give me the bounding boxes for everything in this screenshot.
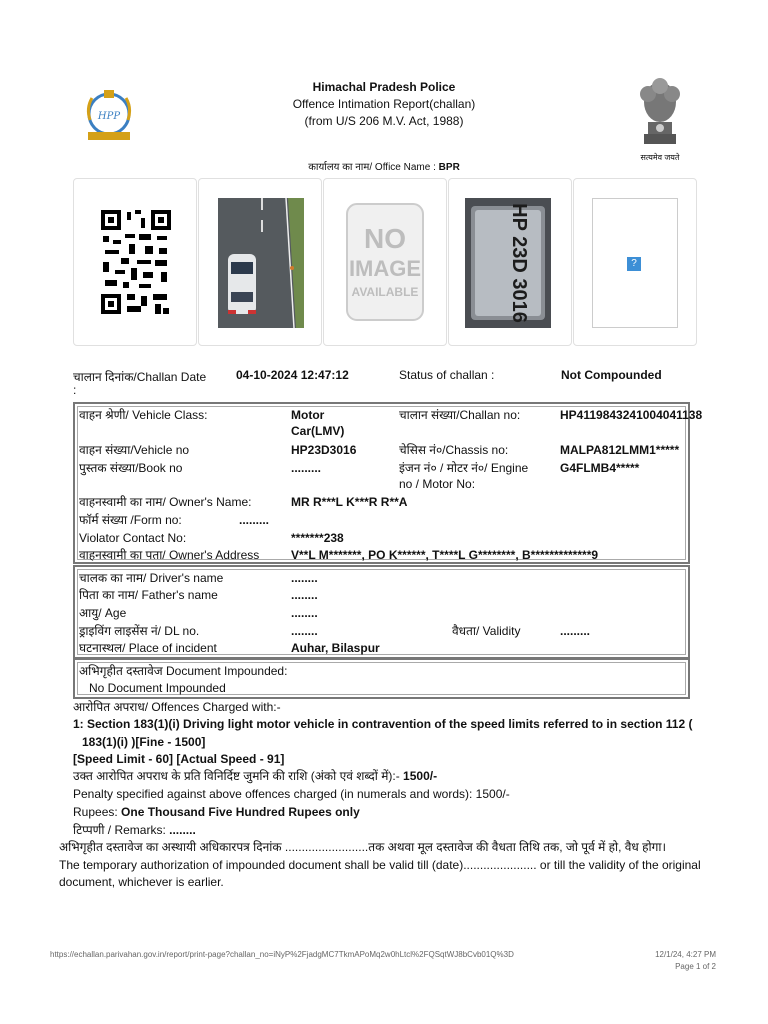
footer-url[interactable]: https://echallan.parivahan.gov.in/report/print-page?challan_no=iNyP%2FjadgMC7TkmAPoMq2w0hLtcl%2FQSqtWJ8bCvb01Q%3D (50, 950, 514, 959)
offences-label: आरोपित अपराध/ Offences Charged with:- (73, 700, 281, 714)
driver-name-label: चालक का नाम/ Driver's name (79, 571, 224, 585)
vehicle-class-value-1: Motor (291, 408, 325, 422)
number-plate-photo (465, 198, 551, 328)
challan-no-label: चालान संख्या/Challan no: (399, 408, 521, 422)
qr-code-box (73, 178, 197, 346)
office-name (0, 159, 768, 173)
fine-hindi-value: 1500/- (403, 769, 438, 783)
hindi-validity-note: अभिगृहीत दस्तावेज का अस्थायी अधिकारपत्र दिनांक .........................तक अथवा मूल दस्तावेज की वैधता तिथि तक, जो पूर्व में हो, वैध होगा। (59, 840, 667, 854)
plate-photo-box (448, 178, 572, 346)
offence-line-3: [Speed Limit - 60] [Actual Speed - 91] (73, 752, 285, 766)
office-label: कार्यालय का नाम/ Office Name : (308, 162, 436, 173)
form-no-label: फॉर्म संख्या /Form no: (79, 513, 182, 527)
owner-name-value: MR R***L K***R R**A (291, 495, 408, 509)
book-no-value: ......... (291, 461, 322, 475)
form-no-value: ......... (239, 513, 270, 527)
rupees-value: One Thousand Five Hundred Rupees only (121, 805, 360, 819)
svg-text:NO: NO (364, 223, 406, 254)
no-image-icon (345, 202, 425, 322)
remarks-value: ........ (169, 823, 196, 837)
report-title: Himachal Pradesh Police (312, 80, 456, 94)
challan-status-value: Not Compounded (561, 368, 662, 382)
validity-value: ......... (560, 624, 591, 638)
book-no-label: पुस्तक संख्या/Book no (79, 461, 183, 475)
penalty-line: Penalty specified against above offences charged (in numerals and words): 1500/- (73, 787, 510, 801)
challan-no-value: HP4119843241004041138 (560, 408, 703, 422)
national-emblem (626, 72, 694, 162)
svg-text:AVAILABLE: AVAILABLE (351, 285, 419, 299)
contact-no-label: Violator Contact No: (79, 531, 187, 545)
english-validity-note-2: document, whichever is earlier. (59, 875, 224, 889)
challan-date-label: चालान दिनांक/Challan Date (73, 370, 207, 384)
report-subtitle: Offence Intimation Report(challan) (292, 97, 476, 111)
owner-address-value: V**L M*******, PO K******, T****L G********, B*************9 (291, 548, 599, 562)
police-logo-text: HPP (97, 111, 121, 122)
engine-no-value: G4FLMB4***** (560, 461, 640, 475)
offence-line-2: 183(1)(i) )[Fine - 1500] (82, 735, 206, 749)
validity-label: वैधता/ Validity (452, 624, 521, 638)
remarks-row (73, 822, 196, 839)
vehicle-no-value: HP23D3016 (291, 443, 357, 457)
father-name-value: ........ (291, 588, 318, 602)
fine-hindi-row (73, 768, 437, 785)
remarks-label: टिप्पणी / Remarks: (73, 823, 166, 837)
challan-date-value: 04-10-2024 12:47:12 (236, 368, 349, 382)
broken-image-icon: ? (627, 257, 641, 271)
dl-no-label: ड्राइविंग लाइसेंस नं/ DL no. (79, 624, 200, 638)
vehicle-photo-box (198, 178, 322, 346)
office-value: BPR (438, 162, 460, 173)
evidence-images (73, 178, 695, 346)
engine-no-label-1: इंजन नं० / मोटर नं०/ Engine (399, 461, 529, 475)
place-label: घटनास्थल/ Place of incident (79, 641, 217, 655)
report-act: (from U/S 206 M.V. Act, 1988) (304, 114, 464, 128)
footer-page-number: Page 1 of 2 (675, 962, 716, 971)
vehicle-class-label: वाहन श्रेणी/ Vehicle Class: (79, 408, 208, 422)
impounded-value: No Document Impounded (89, 681, 226, 695)
driver-name-value: ........ (291, 571, 318, 585)
vehicle-photo (218, 198, 304, 328)
contact-no-value: *******238 (291, 531, 344, 545)
age-label: आयु/ Age (79, 606, 127, 620)
place-value: Auhar, Bilaspur (291, 641, 380, 655)
chassis-no-value: MALPA812LMM1***** (560, 443, 680, 457)
qr-code-icon (101, 210, 171, 314)
father-name-label: पिता का नाम/ Father's name (79, 588, 218, 602)
dl-no-value: ........ (291, 624, 318, 638)
fine-hindi-label: उक्त आरोपित अपराध के प्रति विनिर्दिष्ट जुमनि की राशि (अंको एवं शब्दों में):- (73, 769, 400, 783)
challan-date-colon: : (73, 383, 77, 397)
age-value: ........ (291, 606, 318, 620)
rupees-row (73, 804, 360, 821)
impounded-label: अभिगृहीत दस्तावेज Document Impounded: (79, 664, 288, 678)
engine-no-label-2: no / Motor No: (399, 477, 476, 491)
driver-details-box (73, 565, 690, 659)
svg-text:HP 23D 3016: HP 23D 3016 (508, 203, 530, 323)
challan-status-label: Status of challan : (399, 368, 495, 382)
offence-line-1: 1: Section 183(1)(i) Driving light motor vehicle in contravention of the speed limits referred to in section 112 ( (73, 717, 693, 731)
svg-text:IMAGE: IMAGE (348, 256, 422, 281)
chassis-no-label: चेसिस नं०/Chassis no: (399, 443, 509, 457)
english-validity-note-1: The temporary authorization of impounded document shall be valid till (date)...................... or till the validity of the original (59, 858, 701, 872)
vehicle-details-box (73, 402, 703, 564)
owner-address-label: वाहनस्वामी का पता/ Owner's Address (79, 548, 260, 562)
vehicle-class-value-2: Car(LMV) (291, 424, 345, 438)
impounded-box (73, 658, 690, 699)
broken-image-box (573, 178, 697, 346)
rupees-label: Rupees: (73, 805, 118, 819)
owner-name-label: वाहनस्वामी का नाम/ Owner's Name: (79, 495, 252, 509)
emblem-motto: सत्यमेव जयते (640, 153, 680, 162)
vehicle-no-label: वाहन संख्या/Vehicle no (79, 443, 190, 457)
no-image-box (323, 178, 447, 346)
footer-datetime: 12/1/24, 4:27 PM (655, 950, 716, 959)
